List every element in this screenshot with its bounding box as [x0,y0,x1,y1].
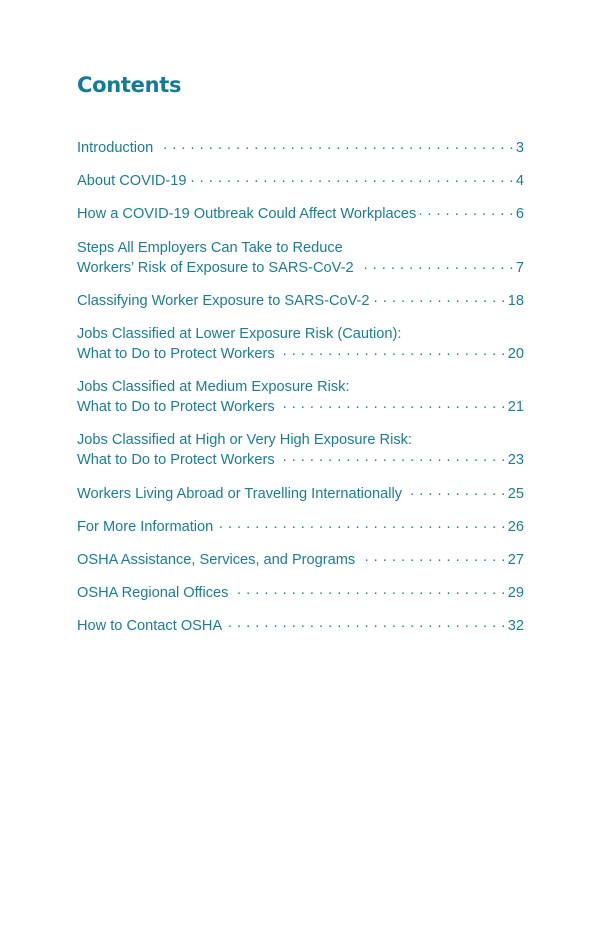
dot-leader [359,550,506,564]
toc-page-number: 4 [515,173,524,190]
toc-entry-title-line1: Jobs Classified at Medium Exposure Risk: [77,379,350,396]
toc-entry-title: Workers’ Risk of Exposure to SARS-CoV-2 [77,259,354,276]
dot-leader [374,291,506,305]
toc-page-number: 26 [507,518,524,535]
dot-leader [358,258,514,272]
toc-entry-title: What to Do to Protect Workers [77,345,275,362]
toc-entry-title: For More Information [77,518,214,535]
dot-leader [157,138,514,152]
toc-entry-classifying-exposure[interactable] [77,291,524,311]
toc-entry-outbreak-workplaces[interactable] [77,204,524,224]
toc-page-number: 25 [507,485,524,502]
toc-page-number: 20 [507,345,524,362]
toc-page-number: 23 [507,452,524,469]
toc-entry-title: What to Do to Protect Workers [77,452,275,469]
toc-entry-title-line1: Jobs Classified at Lower Exposure Risk (Caution): [77,325,402,342]
dot-leader [420,204,514,218]
table-of-contents [77,138,524,636]
toc-page-number: 21 [507,399,524,416]
toc-entry-osha-regional-offices[interactable] [77,583,524,603]
toc-page-number: 18 [507,292,524,309]
dot-leader [279,397,506,411]
toc-entry-about-covid-19[interactable] [77,171,524,191]
dot-leader [226,616,506,630]
toc-page-number: 29 [507,585,524,602]
toc-entry-title: How to Contact OSHA [77,618,223,635]
toc-page-number: 32 [507,618,524,635]
toc-entry-more-information[interactable] [77,517,524,537]
dot-leader [217,517,506,531]
toc-entry-steps-all-employers[interactable] [77,238,524,278]
toc-entry-medium-exposure-risk[interactable] [77,377,524,417]
toc-entry-title: About COVID-19 [77,173,187,190]
toc-entry-title-line1: Jobs Classified at High or Very High Exposure Risk: [77,432,412,449]
toc-entry-title: OSHA Assistance, Services, and Programs [77,551,356,568]
toc-entry-title: OSHA Regional Offices [77,585,229,602]
toc-page-number: 7 [515,259,524,276]
toc-page-number: 27 [507,551,524,568]
dot-leader [279,450,506,464]
toc-page-number: 3 [515,140,524,156]
page-title: Contents [77,73,182,97]
dot-leader [191,171,514,185]
toc-entry-lower-exposure-risk[interactable] [77,324,524,364]
toc-entry-title: Introduction [77,140,154,156]
toc-entry-high-exposure-risk[interactable] [77,430,524,470]
toc-entry-introduction[interactable] [77,138,524,158]
dot-leader [279,344,506,358]
dot-leader [406,484,506,498]
toc-entry-title-line1: Steps All Employers Can Take to Reduce [77,239,343,256]
toc-entry-title: What to Do to Protect Workers [77,399,275,416]
dot-leader [232,583,505,597]
toc-entry-workers-abroad[interactable] [77,484,524,504]
toc-entry-title: How a COVID-19 Outbreak Could Affect Workplaces [77,206,417,223]
toc-entry-osha-assistance[interactable] [77,550,524,570]
toc-entry-contact-osha[interactable] [77,616,524,636]
contents-page [77,70,524,649]
toc-page-number: 6 [515,206,524,223]
toc-entry-title: Classifying Worker Exposure to SARS-CoV-2 [77,292,370,309]
toc-entry-title: Workers Living Abroad or Travelling Internationally [77,485,403,502]
